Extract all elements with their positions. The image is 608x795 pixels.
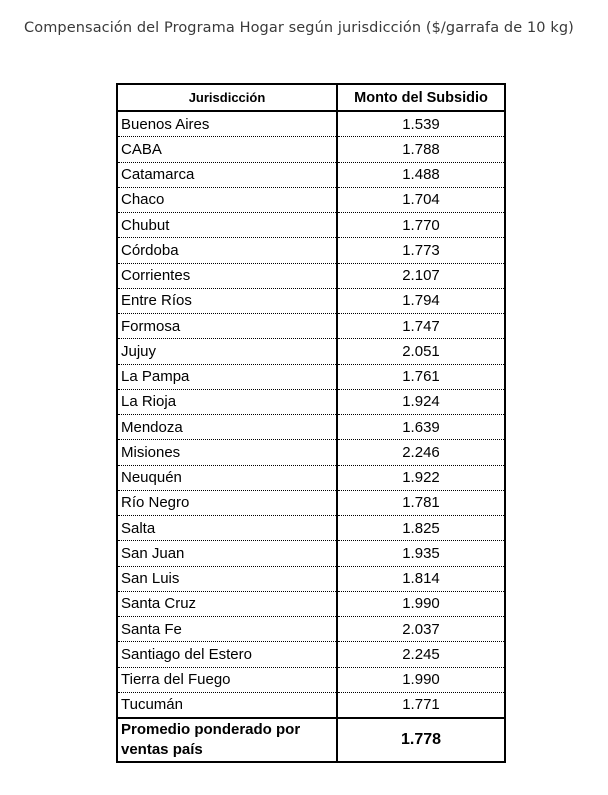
monto-cell: 1.788 (337, 137, 505, 162)
jurisdiccion-cell: Chubut (117, 213, 337, 238)
jurisdiccion-cell: Misiones (117, 440, 337, 465)
monto-cell: 2.246 (337, 440, 505, 465)
jurisdiccion-cell: Mendoza (117, 415, 337, 440)
jurisdiccion-cell: Entre Ríos (117, 288, 337, 313)
jurisdiccion-cell: Santiago del Estero (117, 642, 337, 667)
jurisdiccion-cell: Santa Fe (117, 617, 337, 642)
table-row (117, 566, 505, 591)
monto-cell: 2.037 (337, 617, 505, 642)
monto-cell: 1.990 (337, 591, 505, 616)
jurisdiccion-cell: San Luis (117, 566, 337, 591)
subsidy-table (116, 83, 506, 763)
table-row (117, 591, 505, 616)
jurisdiccion-cell: Buenos Aires (117, 111, 337, 137)
table-body (117, 111, 505, 718)
document-title: Compensación del Programa Hogar según jurisdicción ($/garrafa de 10 kg) (24, 20, 574, 36)
table-row (117, 692, 505, 718)
table-row (117, 314, 505, 339)
monto-cell: 1.990 (337, 667, 505, 692)
table-row (117, 440, 505, 465)
jurisdiccion-cell: Salta (117, 516, 337, 541)
monto-cell: 1.781 (337, 490, 505, 515)
table-row (117, 137, 505, 162)
jurisdiccion-cell: San Juan (117, 541, 337, 566)
table-row (117, 339, 505, 364)
table-row (117, 213, 505, 238)
monto-cell: 1.825 (337, 516, 505, 541)
monto-cell: 1.639 (337, 415, 505, 440)
monto-cell: 1.814 (337, 566, 505, 591)
table-row (117, 667, 505, 692)
monto-cell: 1.794 (337, 288, 505, 313)
monto-cell: 1.704 (337, 187, 505, 212)
jurisdiccion-cell: Río Negro (117, 490, 337, 515)
column-header-jurisdiccion: Jurisdicción (117, 84, 337, 111)
monto-cell: 1.488 (337, 162, 505, 187)
monto-cell: 2.245 (337, 642, 505, 667)
table-row (117, 617, 505, 642)
table-header-row (117, 84, 505, 111)
table-row (117, 162, 505, 187)
table-row (117, 541, 505, 566)
monto-cell: 1.747 (337, 314, 505, 339)
monto-cell: 1.539 (337, 111, 505, 137)
table-row (117, 465, 505, 490)
average-label: Promedio ponderado por ventas país (117, 718, 337, 762)
average-value: 1.778 (337, 718, 505, 762)
monto-cell: 1.761 (337, 364, 505, 389)
table-row (117, 415, 505, 440)
monto-cell: 2.051 (337, 339, 505, 364)
monto-cell: 1.771 (337, 692, 505, 718)
table-row (117, 263, 505, 288)
table-row (117, 642, 505, 667)
monto-cell: 2.107 (337, 263, 505, 288)
column-header-monto: Monto del Subsidio (337, 84, 505, 111)
jurisdiccion-cell: Neuquén (117, 465, 337, 490)
jurisdiccion-cell: Tierra del Fuego (117, 667, 337, 692)
average-row (117, 718, 505, 762)
jurisdiccion-cell: Tucumán (117, 692, 337, 718)
monto-cell: 1.773 (337, 238, 505, 263)
table-row (117, 516, 505, 541)
jurisdiccion-cell: La Pampa (117, 364, 337, 389)
monto-cell: 1.935 (337, 541, 505, 566)
table-row (117, 187, 505, 212)
jurisdiccion-cell: Catamarca (117, 162, 337, 187)
table-row (117, 364, 505, 389)
jurisdiccion-cell: CABA (117, 137, 337, 162)
jurisdiccion-cell: Córdoba (117, 238, 337, 263)
monto-cell: 1.922 (337, 465, 505, 490)
table-row (117, 288, 505, 313)
jurisdiccion-cell: La Rioja (117, 389, 337, 414)
table-row (117, 111, 505, 137)
table-row (117, 238, 505, 263)
monto-cell: 1.924 (337, 389, 505, 414)
monto-cell: 1.770 (337, 213, 505, 238)
jurisdiccion-cell: Corrientes (117, 263, 337, 288)
table-row (117, 389, 505, 414)
jurisdiccion-cell: Chaco (117, 187, 337, 212)
jurisdiccion-cell: Santa Cruz (117, 591, 337, 616)
jurisdiccion-cell: Jujuy (117, 339, 337, 364)
jurisdiccion-cell: Formosa (117, 314, 337, 339)
table-row (117, 490, 505, 515)
